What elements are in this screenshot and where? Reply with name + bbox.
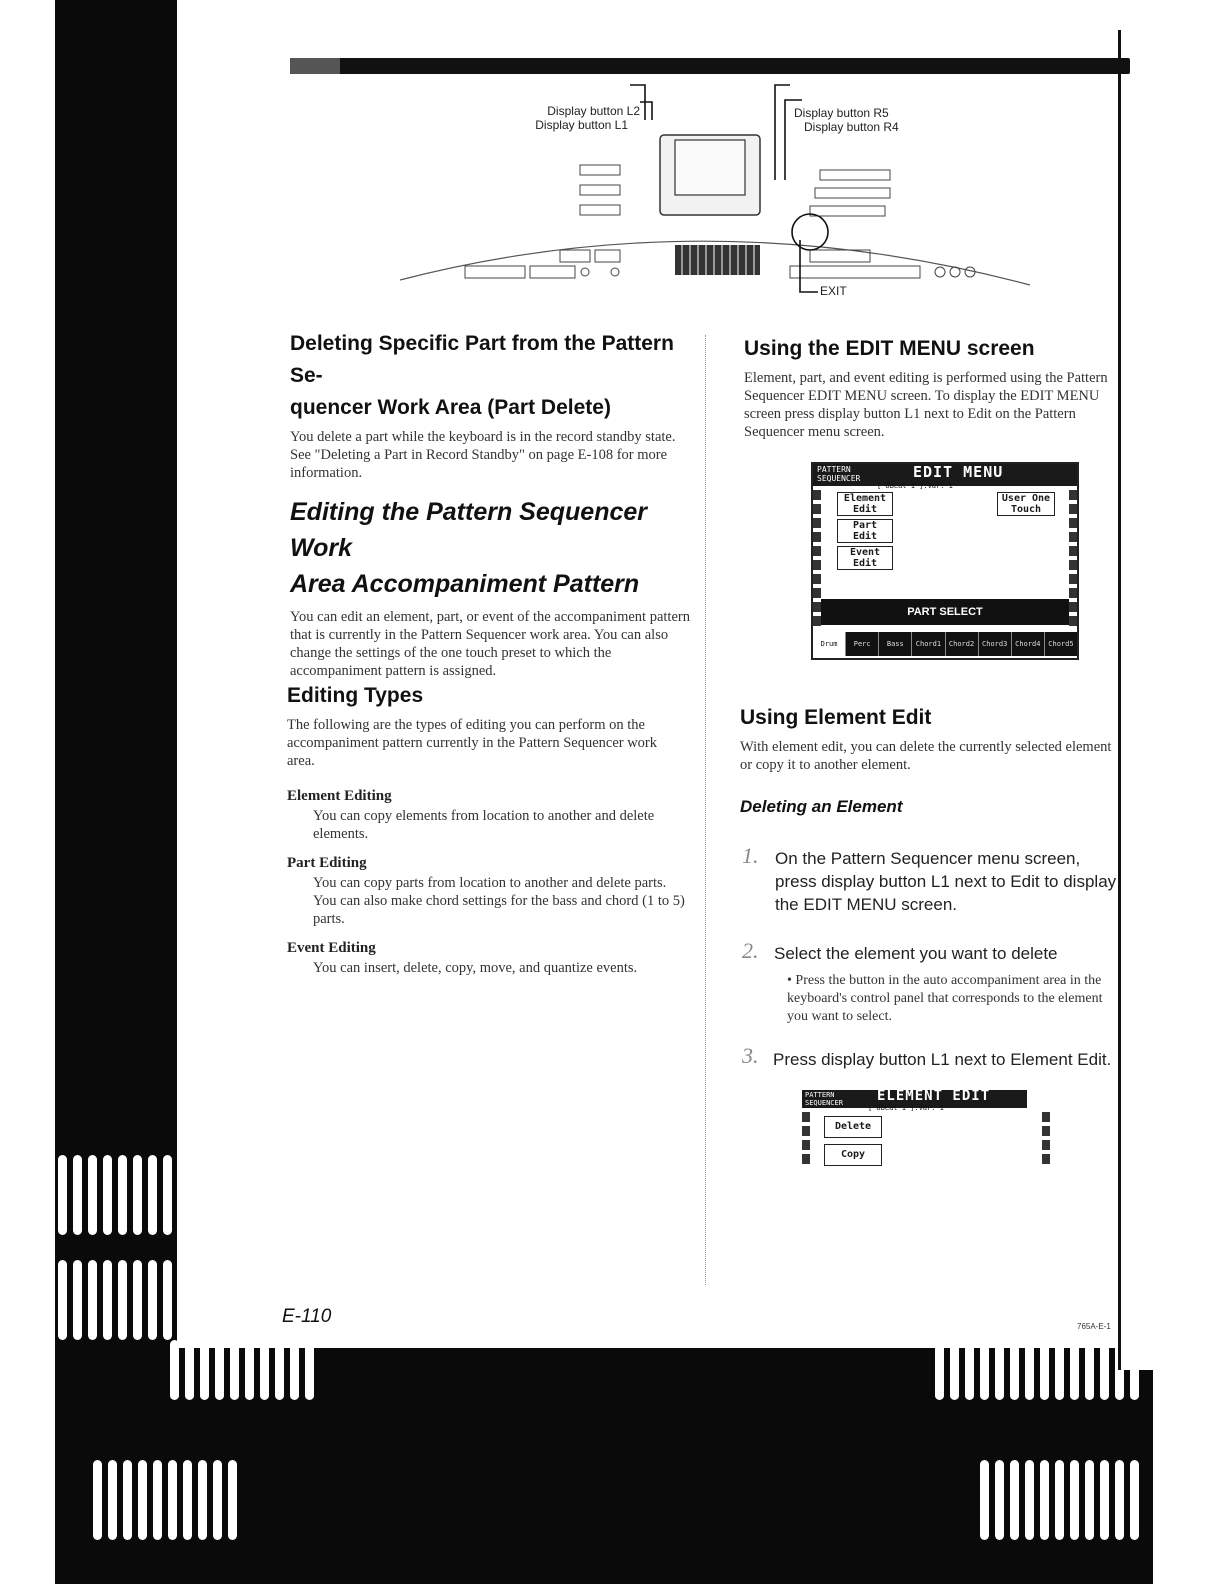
keyboard-panel-illustration xyxy=(290,80,1120,310)
part-tabs xyxy=(813,632,1077,656)
lcd-right-arrows xyxy=(1042,1112,1050,1166)
lcd-left-arrows xyxy=(813,490,821,630)
step-text: On the Pattern Sequencer menu screen, press display button L1 next to Edit to display the EDIT MENU screen. xyxy=(775,849,1117,914)
part-tab-drum[interactable]: Drum xyxy=(813,632,846,656)
type-desc: You can copy elements from location to another and delete elements. xyxy=(313,808,655,842)
binding-stripes xyxy=(58,1260,172,1340)
section-title: Editing Types xyxy=(287,684,424,707)
label-exit: EXIT xyxy=(820,284,847,298)
copy-button[interactable]: Copy xyxy=(824,1144,882,1166)
step-1 xyxy=(740,843,1120,923)
section-editing-types xyxy=(287,680,687,977)
section-body: You delete a part while the keyboard is in the record standby state. See "Deleting a Part in Record Standby" on page E-108 for more information. xyxy=(290,429,676,481)
chapter-title-line: Editing the Pattern Sequencer Work xyxy=(290,498,648,562)
user-one-touch-button[interactable]: User One Touch xyxy=(997,492,1055,516)
step-number: 3. xyxy=(742,1043,759,1068)
part-select-bar: PART SELECT xyxy=(821,599,1069,625)
step-number: 1. xyxy=(742,843,759,868)
section-title-line: Deleting Specific Part from the Pattern Se- xyxy=(290,332,674,387)
step-2 xyxy=(740,938,1120,1038)
column-divider xyxy=(705,335,706,1285)
binding-stripes xyxy=(935,1340,1139,1400)
label-display-button-l1: Display button L1 xyxy=(535,118,628,132)
subsection-deleting-element xyxy=(740,797,1118,817)
step-text: Press display button L1 next to Element Edit. xyxy=(773,1050,1112,1069)
type-term: Part Editing xyxy=(287,855,367,871)
lcd-left-arrows xyxy=(802,1112,810,1166)
type-desc: You can insert, delete, copy, move, and quantize events. xyxy=(313,960,638,976)
lcd-title: ELEMENT EDIT xyxy=(877,1088,991,1104)
section-edit-menu xyxy=(744,333,1119,441)
section-element-edit xyxy=(740,702,1118,774)
lcd-mode-line: PATTERN xyxy=(817,465,851,474)
part-tab-perc[interactable]: Perc xyxy=(846,632,879,656)
section-part-delete xyxy=(290,328,690,482)
part-tab-chord1[interactable]: Chord1 xyxy=(912,632,945,656)
lcd-mode xyxy=(817,465,860,483)
scan-margin-right xyxy=(1153,0,1224,1584)
header-bar-mark xyxy=(290,58,340,74)
binding-stripes xyxy=(170,1340,314,1400)
section-title: Using the EDIT MENU screen xyxy=(744,337,1035,360)
delete-button[interactable]: Delete xyxy=(824,1116,882,1138)
type-item xyxy=(287,940,687,977)
type-term: Event Editing xyxy=(287,940,376,956)
scan-shadow-bottom xyxy=(55,1340,1165,1584)
lcd-status: [ 8Beat 1 ]:Var. 1 xyxy=(868,1104,944,1112)
type-term: Element Editing xyxy=(287,788,392,804)
binding-stripes xyxy=(58,1155,172,1235)
label-display-button-l2: Display button L2 xyxy=(547,104,640,118)
chapter-title-line: Area Accompaniment Pattern xyxy=(290,570,640,598)
event-edit-button[interactable]: Event Edit xyxy=(837,546,893,570)
lcd-mode xyxy=(805,1091,843,1107)
section-body: Element, part, and event editing is performed using the Pattern Sequencer EDIT MENU screen. To display the EDIT MENU screen press display button L1 next to Edit on the Pattern Sequencer menu screen. xyxy=(744,370,1108,440)
scan-margin-left xyxy=(0,0,55,1584)
lcd-mode-line: SEQUENCER xyxy=(805,1099,843,1107)
step-text: Select the element you want to delete xyxy=(774,944,1058,963)
section-editing-pattern xyxy=(290,494,690,680)
lcd-mode-line: PATTERN xyxy=(805,1091,835,1099)
label-display-button-r4: Display button R4 xyxy=(804,120,899,134)
type-item xyxy=(287,788,687,843)
lcd-mode-line: SEQUENCER xyxy=(817,474,861,483)
part-tab-chord3[interactable]: Chord3 xyxy=(979,632,1012,656)
element-edit-lcd-screen xyxy=(802,1090,1070,1170)
part-edit-button[interactable]: Part Edit xyxy=(837,519,893,543)
section-body: With element edit, you can delete the currently selected element or copy it to another element. xyxy=(740,739,1112,773)
keyboard-panel-diagram xyxy=(290,80,1120,310)
binding-stripes xyxy=(93,1460,237,1540)
part-tab-bass[interactable]: Bass xyxy=(879,632,912,656)
header-bar xyxy=(290,58,1130,74)
edit-menu-lcd-screen xyxy=(811,462,1079,660)
step-bullet: • Press the button in the auto accompaniment area in the keyboard's control panel that corresponds to the element you want to select. xyxy=(787,973,1103,1024)
element-edit-button[interactable]: Element Edit xyxy=(837,492,893,516)
label-display-button-r5: Display button R5 xyxy=(794,106,889,120)
part-tab-chord4[interactable]: Chord4 xyxy=(1012,632,1045,656)
page-edge-right xyxy=(1118,30,1156,1370)
part-tab-chord2[interactable]: Chord2 xyxy=(946,632,979,656)
lcd-right-arrows xyxy=(1069,490,1077,630)
section-title: Using Element Edit xyxy=(740,706,932,729)
lcd-title: EDIT MENU xyxy=(913,463,1004,481)
page-number: E-110 xyxy=(282,1306,332,1327)
section-title-line: quencer Work Area (Part Delete) xyxy=(290,396,611,419)
section-body: The following are the types of editing you can perform on the accompaniment pattern currently in the Pattern Sequencer work area. xyxy=(287,717,658,769)
binding-stripes xyxy=(980,1460,1139,1540)
subsection-title: Deleting an Element xyxy=(740,797,903,816)
type-item xyxy=(287,855,687,928)
step-3 xyxy=(740,1043,1120,1083)
lcd-status: [ 8Beat 1 ]:Var. 1 xyxy=(877,482,953,490)
document-code: 765A-E-1 xyxy=(1077,1322,1111,1331)
scan-shadow-left xyxy=(55,0,177,1370)
part-tab-chord5[interactable]: Chord5 xyxy=(1048,640,1074,648)
type-desc: You can copy parts from location to another and delete parts. You can also make chord settings for the bass and chord (1 to 5) parts. xyxy=(313,875,685,927)
step-number: 2. xyxy=(742,938,759,963)
chapter-body: You can edit an element, part, or event of the accompaniment pattern that is currently in the Pattern Sequencer work area. You can also change the settings of the one touch preset to which the accompaniment pattern is assigned. xyxy=(290,609,690,679)
